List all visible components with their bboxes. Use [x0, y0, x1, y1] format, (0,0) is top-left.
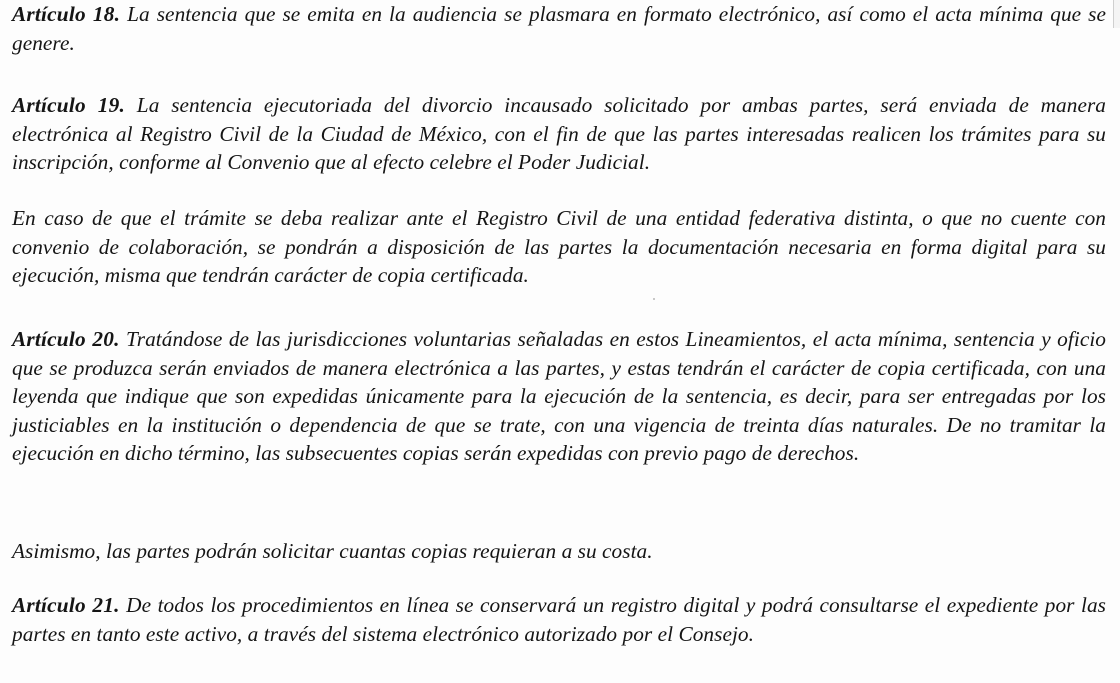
article-20 — [12, 325, 1106, 468]
article-19 — [12, 91, 1106, 177]
article-19-text: La sentencia ejecutoriada del divorcio incausado solicitado por ambas partes, será enviada de manera electrónica al Registro Civil de la Ciudad de México, con el fin de que las partes interesadas realicen los trámites para su inscripción, conforme al Convenio que al efecto celebre el Poder Judicial. — [12, 93, 1106, 175]
article-20-paragraph-2: Asimismo, las partes podrán solicitar cuantas copias requieran a su costa. — [12, 539, 653, 563]
article-20-heading: Artículo 20. — [12, 327, 120, 351]
page-edge-mark — [1113, 0, 1120, 28]
article-18 — [12, 0, 1106, 57]
article-18-text: La sentencia que se emita en la audiencia se plasmara en formato electrónico, así como el acta mínima que se genere. — [12, 2, 1106, 55]
article-20-text: Tratándose de las jurisdicciones voluntarias señaladas en estos Lineamientos, el acta mínima, sentencia y oficio que se produzca serán enviados de manera electrónica a las partes, y estas tendrán el carácter de copia certificada, con una leyenda que indique que son expedidas únicamente para la ejecución de la sentencia, es decir, para ser entregadas por los justiciables en la institución o dependencia de que se trate, con una vigencia de treinta días naturales. De no tramitar la ejecución en dicho término, las subsecuentes copias serán expedidas con previo pago de derechos. — [12, 327, 1106, 466]
article-21-text: De todos los procedimientos en línea se conservará un registro digital y podrá consultarse el expediente por las partes en tanto este activo, a través del sistema electrónico autorizado por el Consejo. — [12, 593, 1106, 646]
article-21 — [12, 591, 1106, 648]
article-19-paragraph-2: En caso de que el trámite se deba realizar ante el Registro Civil de una entidad federativa distinta, o que no cuente con convenio de colaboración, se pondrán a disposición de las partes la documentación necesaria en forma digital para su ejecución, misma que tendrán carácter de copia certificada. — [12, 206, 1106, 288]
article-19-heading: Artículo 19. — [12, 93, 125, 117]
article-18-heading: Artículo 18. — [12, 2, 121, 26]
scan-speck — [653, 298, 655, 300]
article-21-heading: Artículo 21. — [12, 593, 120, 617]
